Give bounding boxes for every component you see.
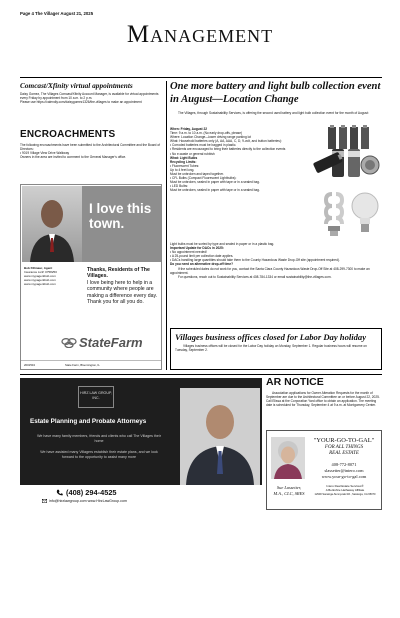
statefarm-brand: StateFarm bbox=[79, 335, 143, 350]
thanks-block bbox=[87, 267, 159, 305]
ad-footer-code: 2001504 bbox=[24, 363, 35, 367]
realtor-email[interactable]: slassetter@intero.com bbox=[324, 468, 364, 473]
realtor-website[interactable]: www.your-go-to-gal.com bbox=[321, 474, 367, 479]
battery-what-batteries: What: Household batteries only (A, AA, AAA, C, D, 9-volt, and button batteries): bbox=[170, 139, 282, 144]
section-rule bbox=[20, 374, 382, 375]
ad-footer-company: State Farm, Bloomington, IL bbox=[65, 363, 100, 367]
realtor-company: Intero Real Estate Services® bbox=[326, 484, 364, 488]
encroachments-item: • 9019 Village View Drive Walkway bbox=[20, 151, 70, 156]
agent-license: Insurance Lic#: 0758250 bbox=[24, 269, 57, 274]
comcast-headline: Comcast/Xfinity virtual appointments bbox=[20, 81, 133, 90]
ar-notice bbox=[266, 376, 382, 407]
email-icon bbox=[42, 499, 47, 503]
attorney-portrait-icon bbox=[180, 388, 260, 485]
alt-dropoff-heading: Do you need an alternative drop-off time? bbox=[170, 262, 234, 267]
hirz-contacts-row bbox=[42, 499, 127, 503]
hirz-contact-bar bbox=[20, 485, 262, 510]
thanks-body: I love being here to help in a community where people are making a difference every day. Thank you for all you do. bbox=[87, 279, 158, 306]
encroachments-paragraph-1: The following encroachments have been submitted to the Architectural Committee and the Board of Directors: bbox=[20, 143, 160, 152]
hirz-phone[interactable]: (408) 294-4525 bbox=[66, 488, 117, 497]
battery-where: Where: Location Change—lower driving range parking lot bbox=[170, 135, 251, 140]
bulb-led: • LED Bulbs: bbox=[170, 184, 188, 189]
masthead-rule bbox=[20, 77, 382, 78]
statefarm-logo bbox=[61, 335, 143, 350]
bulb-tubes-taped: Must be unbroken and taped together. bbox=[170, 172, 224, 177]
light-bulbs-icon bbox=[322, 188, 382, 238]
ar-notice-body: Association applications for Owner Alteration Requests for the month of September are due to the Architectural Committee on or before August 22, 2025. Call Elissa at the Corporation Yard office to obtain an application. The meeting date is scheduled for Thursday, September 4 at 9 a.m. at Montgomery Center. bbox=[266, 391, 380, 408]
alt-dropoff-body: If the scheduled dates do not work for you, contact the Santa Clara County Hazardous Waste Drop-Off Site at 408-299-7300 to make an appointment. bbox=[170, 266, 370, 275]
battery-limits: Recycling Limits: bbox=[170, 159, 197, 164]
realtor-ad[interactable] bbox=[266, 430, 382, 510]
bulb-cfl: • CFL Bulbs (Compact Fluorescent Lightbulbs): bbox=[170, 176, 237, 181]
labor-day-notice bbox=[170, 328, 382, 370]
statefarm-banner bbox=[82, 186, 161, 262]
battery-bullet-direct: • Residents are encouraged to bring their batteries directly to the collection events bbox=[170, 147, 286, 152]
agent-web-1: www.mypagentbob.com bbox=[24, 273, 56, 278]
realtor-tagline: "YOUR-GO-TO-GAL" bbox=[313, 437, 375, 444]
battery-headline: One more battery and light bulb collection event in August—Location Change bbox=[170, 81, 381, 105]
encroachments-article bbox=[20, 129, 162, 159]
agent-web-3: www.mypagentbob.com bbox=[24, 281, 56, 286]
battery-what-bulbs: What: Light Bulbs bbox=[170, 155, 198, 160]
hirz-contacts[interactable]: info@hirzlawgroup.com www.HirzLawGroup.com bbox=[49, 499, 127, 503]
battery-when: When: Friday, August 22 bbox=[170, 127, 208, 131]
masthead-text: Management bbox=[126, 21, 274, 48]
labor-day-headline: Villages business offices closed for Labor Day holiday bbox=[175, 332, 367, 342]
comcast-paragraph-2: Please use https://calendly.com/daisygomez1326/the-villages to make an appointment bbox=[20, 100, 142, 105]
column-divider bbox=[166, 81, 167, 370]
battery-time: Time: 9 a.m. to 10 a.m. (No early drop-offs, please) bbox=[170, 131, 243, 136]
hirz-line-1: We have many family members, friends and clients who call The Villages their home bbox=[37, 434, 161, 443]
dac-large-quantities: • DACs handling large quantities should take them to the County Hazardous Waste Drop-Off site (appointment required). bbox=[170, 258, 340, 263]
battery-intro bbox=[170, 111, 382, 115]
battery-details-bottom bbox=[170, 242, 382, 279]
realtor-sub-2: REAL ESTATE bbox=[329, 451, 359, 456]
encroachments-paragraph-2: Owners in the area are invited to comment to the General Manager's office. bbox=[20, 155, 127, 160]
hirz-law-ad[interactable] bbox=[20, 378, 262, 510]
bulb-cfl-rule: Must be unbroken, sealed in paper with tape or in a sealed bag. bbox=[170, 180, 260, 185]
questions-contact: For questions, reach out to Sustainability Services at 408-784-1334 or email sustainability@the-villages.com. bbox=[178, 274, 332, 279]
realtor-company-affiliate: A Berkshire Hathaway Affiliate bbox=[325, 488, 365, 492]
realtor-portrait-icon bbox=[271, 437, 305, 479]
agent-portrait-icon bbox=[22, 186, 82, 262]
battery-bullet-no-ewaste: • No e-waste or general rubbish bbox=[170, 151, 215, 156]
banner-slogan: I love this town. bbox=[89, 201, 152, 231]
statefarm-ad[interactable] bbox=[20, 184, 162, 370]
encroachments-headline: ENCROACHMENTS bbox=[20, 129, 116, 140]
comcast-article bbox=[20, 81, 162, 104]
thanks-heading: Thanks, Residents of The Villages. bbox=[87, 267, 150, 280]
realtor-credentials: M.A., CLC, SRES bbox=[273, 491, 305, 496]
agent-info bbox=[24, 267, 76, 287]
batteries-icon bbox=[312, 123, 382, 179]
hirz-logo: HIRZ LAW GROUP, INC. bbox=[78, 386, 114, 408]
labor-day-body: Villages business offices will be closed for the Labor Day holiday on Monday, September 1. Regular business hours will resume on Tuesday, September 2. bbox=[175, 344, 367, 353]
hirz-line-2: We have assisted many Villagers establish their estate plans, and we look forward to the opportunity to assist many more bbox=[40, 450, 158, 459]
bulb-sorting: Light bulbs must be sorted by type and sealed in paper or in a plastic bag. bbox=[170, 242, 275, 246]
phone-icon bbox=[56, 489, 63, 496]
hirz-title: Estate Planning and Probate Attorneys bbox=[30, 418, 147, 425]
bulb-tubes-length: Up to 4 feet long. bbox=[170, 167, 195, 172]
battery-bullet-corroded: • Corroded batteries must be bagged in plastic. bbox=[170, 143, 237, 148]
ad-footer bbox=[21, 360, 161, 369]
agent-photo bbox=[22, 186, 82, 262]
agent-web-2: www.mypagentbob.com bbox=[24, 277, 56, 282]
realtor-sub-1: FOR ALL THINGS bbox=[324, 445, 364, 450]
hirz-phone-row bbox=[56, 488, 117, 497]
realtor-name: Sue Lassetter, bbox=[276, 485, 302, 490]
section-masthead bbox=[0, 21, 400, 49]
dac-limit: • A 25-pound limit per collection date applies. bbox=[170, 254, 234, 259]
realtor-address: 12900 Saratoga-Sunnyvale Rd., Saratoga, CA 95070 bbox=[314, 493, 376, 496]
battery-details-top bbox=[170, 127, 306, 193]
bulb-led-rule: Must be unbroken, sealed in paper with tape or in a sealed bag. bbox=[170, 188, 260, 193]
dac-update-heading: Important Update for DACs in 2025: bbox=[170, 246, 224, 251]
battery-article bbox=[170, 81, 382, 106]
dac-no-appointment: • No appointment needed! bbox=[170, 250, 207, 255]
battery-intro-text: The Villages, through Sustainability Services, is offering the second used battery and light bulb collection event for the month of August: bbox=[178, 111, 369, 115]
statefarm-ovals-icon bbox=[61, 338, 77, 348]
ar-notice-headline: AR NOTICE bbox=[266, 376, 324, 388]
bulb-tubes: • Fluorescent Tubes: bbox=[170, 163, 200, 168]
comcast-paragraph-1: Daisy Gomez, The Villages Comcast/Xfinity Account Manager, is available for virtual appointments every Friday by appointment from 10 a.m. to 2 p.m. bbox=[20, 92, 159, 101]
realtor-phone[interactable]: 408-772-8071 bbox=[331, 462, 357, 467]
folio: Page 4 The Villager August 21, 2025 bbox=[20, 11, 94, 16]
agent-name: Bob Fillmaur, Agent bbox=[24, 266, 53, 270]
